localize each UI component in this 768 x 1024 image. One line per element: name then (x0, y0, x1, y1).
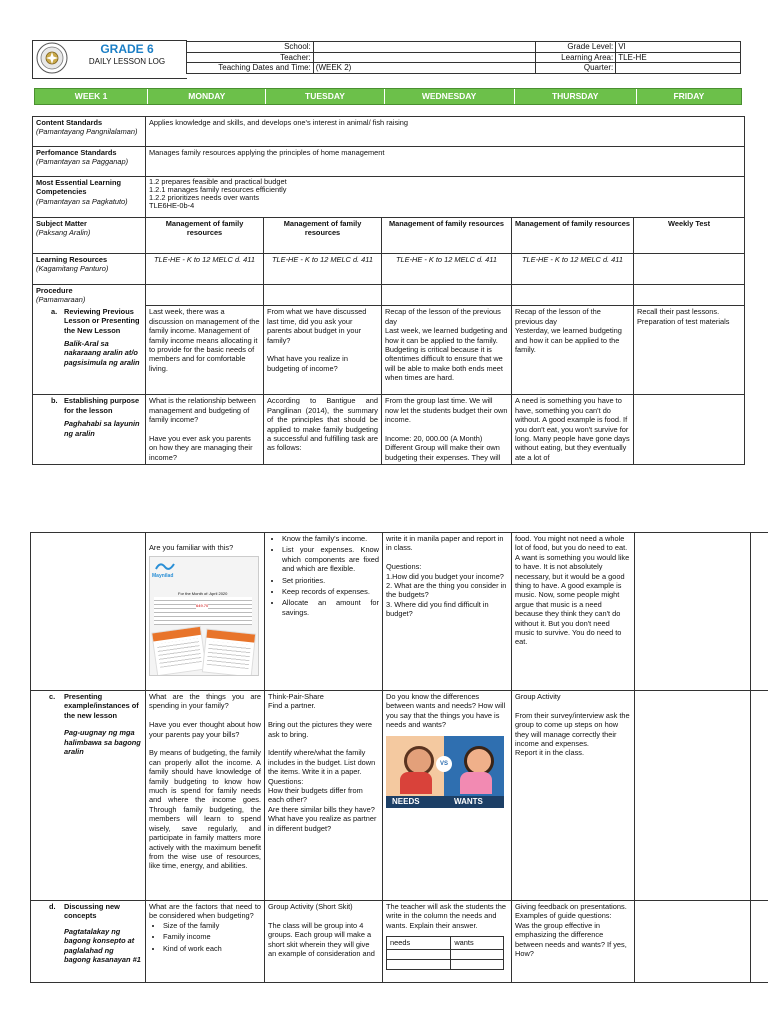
row-melc (33, 177, 745, 218)
b-sub: Paghahabi sa layunin ng aralin (64, 419, 140, 438)
c-sub: Pag-uugnay ng mga halimbawa sa bagong aralin (64, 728, 141, 757)
d-thu: Giving feedback on presentations. Examples of guide questions: Was the group effective in emphasizing the difference between needs and wants? If yes, How? (512, 901, 635, 983)
content-standards-value: Applies knowledge and skills, and develops one's interest in animal/ fish raising (146, 117, 745, 147)
b-thu: A need is something you have to have, something you can't do without. A good example is food. If you don't eat, you won't survive for long. Many people have gone days without eating, but they eventually ate a lot of (512, 395, 634, 465)
melc-line: TLE6HE-0b-4 (149, 201, 195, 210)
teacher-value[interactable] (313, 52, 536, 63)
melc-line: 1.2 prepares feasible and practical budget (149, 177, 287, 186)
teacher-label: Teacher: (187, 52, 314, 63)
d-wed (383, 901, 512, 983)
list-item: • Family income (163, 932, 261, 941)
list-item: • Keep records of expenses. (282, 587, 379, 596)
row-learning-resources (33, 254, 745, 285)
quarter-value[interactable] (616, 63, 741, 74)
subject-matter-thu: Management of family resources (512, 218, 634, 254)
needs-cell[interactable] (387, 959, 451, 969)
meralco-bill-2 (202, 629, 256, 676)
row-b-purpose (33, 395, 745, 465)
day-header-bar (34, 88, 742, 105)
d-tue: Group Activity (Short Skit) The class will be group into 4 groups. Each group will make a short skit wherein they will give an example of consideration and (265, 901, 383, 983)
melc-line: 1.2.2 prioritizes needs over wants (149, 193, 260, 202)
list-item: • Size of the family (163, 921, 261, 930)
budget-principles-list (268, 534, 379, 617)
day-tuesday: TUESDAY (266, 89, 384, 104)
a-fri: Recall their past lessons. Preparation of test materials (634, 306, 745, 395)
subject-matter-wed: Management of family resources (382, 218, 512, 254)
factors-list (149, 921, 261, 953)
d-mon (146, 901, 265, 983)
school-label: School: (187, 42, 314, 53)
subject-matter-sub: (Paksang Aralin) (36, 228, 91, 238)
content-standards-sub: (Pamantayang Pangnilalaman) (36, 127, 138, 137)
c-wed (383, 691, 512, 901)
lesson-table-page2 (30, 532, 768, 983)
list-item: • Know the family's income. (282, 534, 379, 543)
b-mon: What is the relationship between management and budgeting of family income? Have you ever ask you parents on how they are managing their income? (146, 395, 264, 465)
lesson-table-page1 (32, 116, 745, 465)
day-week1: WEEK 1 (35, 89, 148, 104)
list-item: • Allocate an amount for savings. (282, 598, 379, 617)
row-d-discussing (31, 901, 768, 983)
b-cont-thu: food. You might not need a whole lot of food, but you do need to eat. A want is something you would like to have. It is not absolutely necessary, but it would be a good thing to have. A good example is music. Now, some people might argue that music is a need because they think they can't do without it. But you don't need music to survive. You do need to eat. (512, 533, 635, 691)
a-sub: Balik-Aral sa nakaraang aralin at/o pagsisimula ng aralin (64, 339, 140, 367)
performance-standards-sub: (Pamantayan sa Pagganap) (36, 157, 129, 167)
subject-matter-mon: Management of family resources (146, 218, 264, 254)
wants-column-header: wants (451, 937, 504, 949)
row-subject-matter (33, 218, 745, 254)
melc-label: Most Essential Learning Competencies (36, 178, 122, 197)
bill-brand: Maynilad (152, 573, 174, 580)
d-mon-intro: What are the factors that need to be considered when budgeting? (149, 902, 261, 921)
learning-resources-label: Learning Resources (36, 255, 108, 264)
bill-title: For the Month of: April 2020 (178, 591, 228, 597)
melc-value (146, 177, 745, 218)
row-performance-standards (33, 147, 745, 177)
b-fri (634, 395, 745, 465)
melc-sub: (Pamantayan sa Pagkatuto) (36, 196, 128, 206)
a-wed: Recap of the lesson of the previous day Last week, we learned budgeting and how it can be applied to the family. Budgeting is critical because it is oftentimes difficult to ensure that we will be able to make both ends meet when times are hard. (382, 306, 512, 395)
learning-resources-tue: TLE-HE - K to 12 MELC d. 411 (264, 254, 382, 285)
row-c-presenting (31, 691, 768, 901)
subject-matter-label: Subject Matter (36, 219, 87, 228)
c-wed-text: Do you know the differences between wants and needs? How will you say that the things you have is needs and wants? (386, 692, 506, 730)
d-letter: d. (49, 902, 56, 911)
wants-cell[interactable] (451, 949, 504, 959)
header-table (186, 41, 741, 74)
bill-amount: 649.70 (196, 601, 208, 610)
learning-area-value[interactable]: TLE-HE (616, 52, 741, 63)
needs-cell[interactable] (387, 949, 451, 959)
d-label: Discussing new concepts (64, 902, 120, 921)
melc-line: 1.2.1 manages family resources efficiently (149, 185, 287, 194)
log-title: DAILY LESSON LOG (88, 57, 166, 66)
c-mon: What are the things you are spending in your family? Have you ever thought about how your parents pay your bills? By means of budgeting, the family can properly allot the income. A family should have knowledge of family budgeting to know how much is spend for family needs and where the income goes. Through family budgeting, the members will learn to spend wisely, save regularly, and participate in family matters more actively with the maximum benefit from the wise use of resources, like time, energy, and abilities. (146, 691, 265, 901)
b-cont-wed: write it in manila paper and report in in class. Questions: 1.How did you budget your income? 2. What are the thing you consider in the budgets? 3. Where did you find difficult in budget? (383, 533, 512, 691)
list-item: • List your expenses. Know which components are fixed and which are flexible. (282, 545, 379, 573)
d-sub: Pagtatalakay ng bagong konsepto at paglalahad ng bagong kasanayan #1 (64, 926, 141, 965)
day-monday: MONDAY (148, 89, 266, 104)
b-tue: According to Bantigue and Pangilinan (2014), the summary of the principles that should be applied to make family budgeting a successful and fulfilling task are as follows: (264, 395, 382, 465)
day-friday: FRIDAY (637, 89, 741, 104)
b-wed: From the group last time. We will now let the students budget their own income. Income: 20, 000.00 (A Month) Different Group will make their own budgeting their expenses. They will (382, 395, 512, 465)
header-frame (32, 40, 187, 79)
row-content-standards (33, 117, 745, 147)
learning-area-label: Learning Area: (536, 52, 616, 63)
subject-matter-fri: Weekly Test (634, 218, 745, 254)
b-cont-mon (146, 533, 265, 691)
grade-level-value[interactable]: VI (616, 42, 741, 53)
performance-standards-value: Manages family resources applying the principles of home management (146, 147, 745, 177)
a-letter: a. (51, 306, 58, 316)
c-thu: Group Activity From their survey/interview ask the group to come up steps on how they will manage correctly their income and expenses. Report it in the class. (512, 691, 635, 901)
grade-label: GRADE 6 (100, 42, 154, 56)
a-tue: From what we have discussed last time, did you ask your parents about budget in your family? What have you realize in budgeting of income? (264, 306, 382, 395)
d-wed-text: The teacher will ask the students the write in the column the needs and wants. Explain their answer. (386, 902, 506, 930)
a-thu: Recap of the lesson of the previous day Yesterday, we learned budgeting and how it can be applied to the family. (512, 306, 634, 395)
day-wednesday: WEDNESDAY (385, 89, 515, 104)
procedure-sub: (Pamamaraan) (36, 295, 86, 305)
subject-matter-tue: Management of family resources (264, 218, 382, 254)
list-item: • Kind of work each (163, 944, 261, 953)
needs-label: NEEDS (392, 797, 420, 807)
wants-label: WANTS (454, 797, 483, 807)
wants-cell[interactable] (451, 959, 504, 969)
c-letter: c. (49, 692, 56, 701)
learning-resources-sub: (Kagamitang Panturo) (36, 264, 109, 274)
performance-standards-label: Perfomance Standards (36, 148, 117, 157)
row-a-review (33, 306, 745, 395)
row-procedure (33, 285, 745, 306)
needs-wants-image (386, 736, 504, 808)
b-letter: b. (51, 396, 58, 406)
school-value[interactable] (313, 42, 536, 53)
water-bill-image (149, 556, 259, 676)
c-tue: Think-Pair-Share Find a partner. Bring out the pictures they were ask to bring. Identify where/what the family includes in the budget. List down the items. Write it in a paper. Questions: How their budgets differ from each other? Are there similar bills they have? What have you realize as partner in different budget? (265, 691, 383, 901)
row-b-continued (31, 533, 768, 691)
needs-wants-table (386, 936, 504, 969)
learning-resources-fri (634, 254, 745, 285)
content-standards-label: Content Standards (36, 118, 103, 127)
learning-resources-thu: TLE-HE - K to 12 MELC d. 411 (512, 254, 634, 285)
b-cont-tue (265, 533, 383, 691)
dates-label: Teaching Dates and Time: (187, 63, 314, 74)
day-thursday: THURSDAY (515, 89, 637, 104)
dates-value[interactable]: (WEEK 2) (313, 63, 536, 74)
needs-column-header: needs (387, 937, 451, 949)
quarter-label: Quarter: (536, 63, 616, 74)
a-label: Reviewing Previous Lesson or Presenting the New Lesson (64, 306, 140, 335)
procedure-label: Procedure (36, 286, 73, 295)
a-mon: Last week, there was a discussion on management of the family income. Management of family income means allocating it to provide for the basic needs of members and for comfortable living. (146, 306, 264, 395)
c-label: Presenting example/instances of the new lesson (64, 692, 139, 720)
learning-resources-mon: TLE-HE - K to 12 MELC d. 411 (146, 254, 264, 285)
learning-resources-wed: TLE-HE - K to 12 MELC d. 411 (382, 254, 512, 285)
b-label: Establishing purpose for the lesson (64, 396, 140, 415)
vs-badge: VS (436, 756, 452, 772)
list-item: • Set priorities. (282, 576, 379, 585)
b-cont-mon-text: Are you familiar with this? (149, 543, 234, 552)
meralco-bill-1 (151, 626, 207, 676)
grade-level-label: Grade Level: (536, 42, 616, 53)
